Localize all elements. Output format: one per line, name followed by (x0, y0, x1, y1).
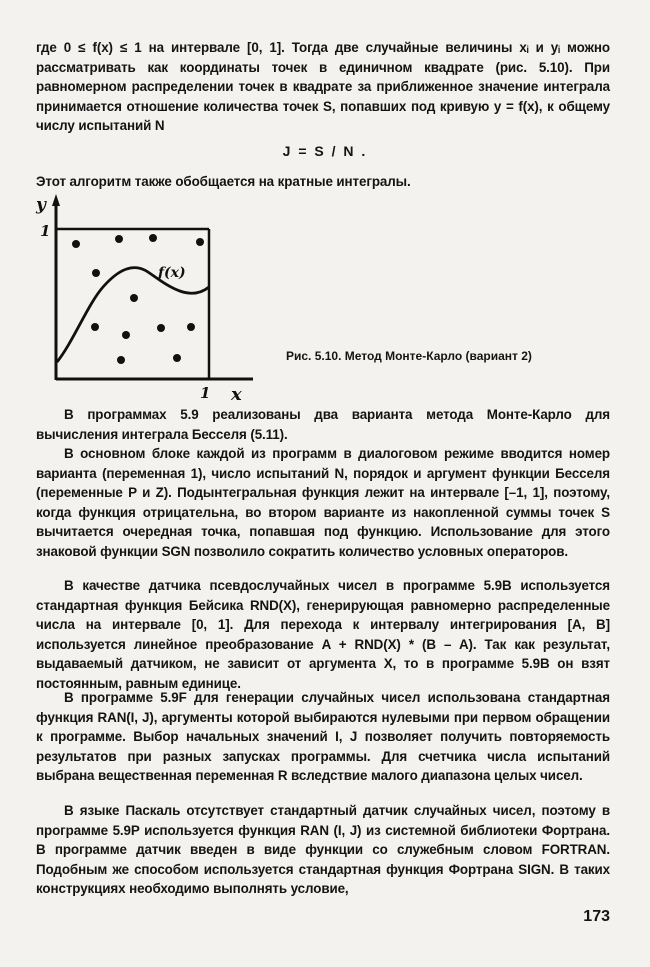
point (157, 324, 165, 332)
formula: J = S / N . (282, 143, 368, 159)
paragraph-main-block: В основном блоке каждой из программ в диалоговом режиме вводится номер варианта (переменная 1), число испытаний N, порядок и аргумент функции Бесселя (переменные P и Z). Подынтегральная функция лежит на интервале [–1, 1], поэтому, когда функция отрицательна, во втором варианте из накопленной суммы точек S вычитается очередная точка, попавшая под функцию. Использование для этого знаковой функции SGN позволило сократить количество условных операторов. (36, 446, 610, 559)
point (122, 331, 130, 339)
point (117, 356, 125, 364)
y-tick-1: 1 (40, 222, 51, 240)
point (92, 269, 100, 277)
point (130, 294, 138, 302)
page-number: 173 (583, 908, 610, 925)
figure-monte-carlo (28, 192, 258, 402)
x-tick-1: 1 (200, 384, 211, 402)
point (173, 354, 181, 362)
point (115, 235, 123, 243)
figure-caption: Рис. 5.10. Метод Монте-Карло (вариант 2) (286, 349, 532, 363)
point (187, 323, 195, 331)
paragraph-fortran-ran: В программе 5.9F для генерации случайных чисел использована стандартная функция RAN(I, J), аргументы которой выбираются нулевыми при первом обращении к программе. Выбор начальных значений I, J позволяет получить повторяемость результатов при разных запусках программы. Для счетчика числа испытаний выбрана вещественная переменная R вследствие малого диапазона целых чисел. (36, 690, 610, 784)
paragraph-basic-rnd: В качестве датчика псевдослучайных чисел в программе 5.9B используется стандартная функция Бейсика RND(X), генерирующая равномерно распределенные числа на интервале [0, 1]. Для перехода к интервалу интегрирования [A, B] используется линейное преобразование A + RND(X) * (B – A). Так как результат, выдаваемый датчиком, не зависит от аргумента X, то в программе 5.9B он взят постоянным, равным единице. (36, 578, 610, 691)
paragraph-generalization: Этот алгоритм также обобщается на кратные интегралы. (36, 174, 411, 189)
curve-label: f(x) (158, 265, 186, 281)
point (72, 240, 80, 248)
figure-graph (28, 192, 258, 402)
random-points (72, 234, 204, 364)
y-axis-label: y (36, 195, 46, 215)
y-axis-arrow (52, 194, 60, 206)
point (149, 234, 157, 242)
paragraph-intro: где 0 ≤ f(x) ≤ 1 на интервале [0, 1]. Тогда две случайные величины xᵢ и yᵢ можно рассматривать как координаты точек в единичном квадрате (рис. 5.10). При равномерном распределении точек в квадрате за приближенное значение интеграла принимается отношение количества точек S, попавших под кривую y = f(x), к общему числу испытаний N (36, 40, 610, 134)
paragraph-pascal: В языке Паскаль отсутствует стандартный датчик случайных чисел, поэтому в программе 5.9P используется функция RAN (I, J) из системной библиотеки Фортрана. В программе датчик введен в виде функции со служебным словом FORTRAN. Подобным же способом используется стандартная функция Фортрана SIGN. В таких конструкциях необходимо выполнять условие, (36, 803, 610, 897)
point (196, 238, 204, 246)
x-axis-label: x (231, 384, 242, 402)
function-curve (57, 268, 209, 362)
paragraph-programs: В программах 5.9 реализованы два варианта метода Монте-Карло для вычисления интеграла Бесселя (5.11). (36, 407, 610, 442)
point (91, 323, 99, 331)
